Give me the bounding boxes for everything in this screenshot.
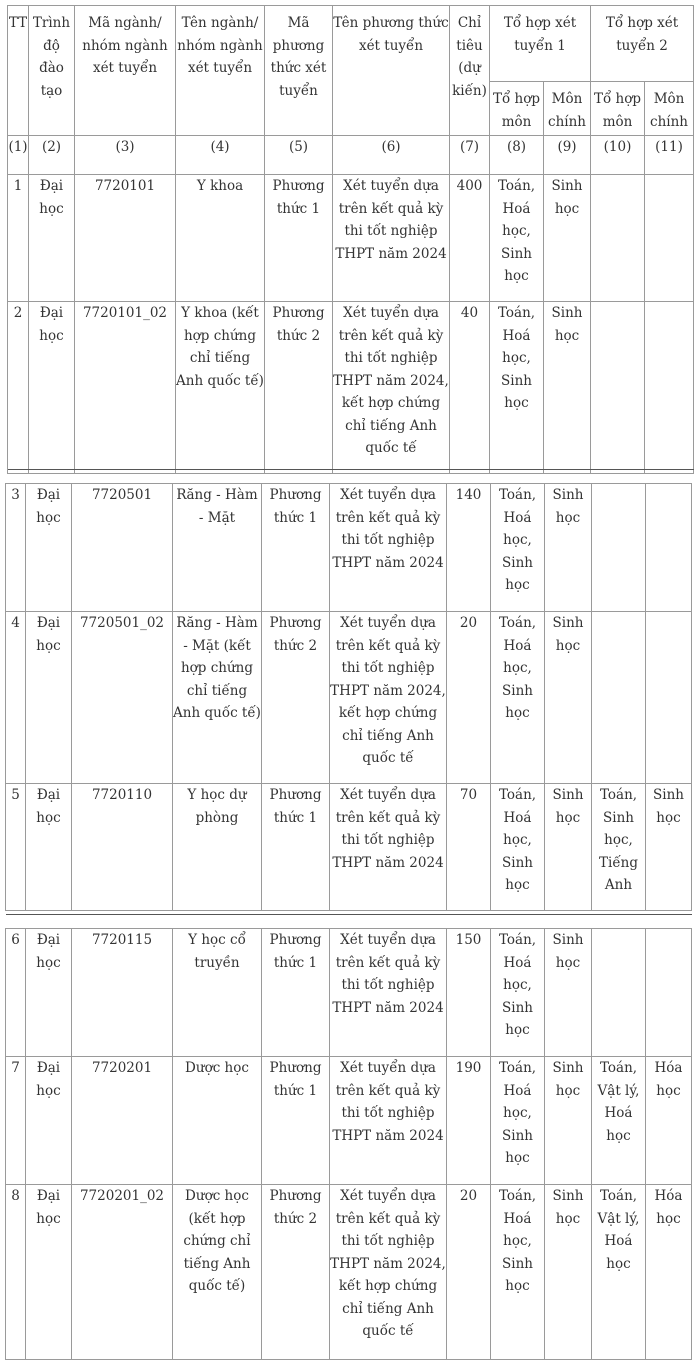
row-level: Đại học — [26, 784, 72, 911]
row-method-code: Phương thức 1 — [262, 929, 330, 1057]
row-method-code: Phương thức 1 — [262, 484, 330, 612]
header-main-subject-1: Môn chính — [544, 82, 591, 136]
header-tt: TT — [8, 6, 29, 136]
row-major-code: 7720501_02 — [72, 612, 173, 784]
admission-table-block-1 — [7, 5, 694, 474]
row-combo-1: Toán, Hoá học, Sinh học — [491, 484, 545, 612]
row-method-name: Xét tuyển dựa trên kết quả kỳ thi tốt nghiệp THPT năm 2024 — [330, 784, 447, 911]
column-number: (2) — [29, 136, 75, 175]
row-combo-1: Toán, Hoá học, Sinh học — [491, 784, 545, 911]
row-method-name: Xét tuyển dựa trên kết quả kỳ thi tốt nghiệp THPT năm 2024 — [333, 175, 450, 302]
row-quota: 150 — [447, 929, 491, 1057]
table-row — [6, 1057, 692, 1185]
row-combo-1: Toán, Hoá học, Sinh học — [490, 302, 544, 474]
table-break-line — [6, 914, 692, 915]
row-method-code: Phương thức 2 — [262, 1185, 330, 1360]
row-method-name: Xét tuyển dựa trên kết quả kỳ thi tốt nghiệp THPT năm 2024, kết hợp chứng chỉ tiếng Anh quốc tế — [330, 612, 447, 784]
row-combo-2 — [591, 302, 645, 474]
row-major-code: 7720101 — [75, 175, 176, 302]
row-combo-1: Toán, Hoá học, Sinh học — [491, 929, 545, 1057]
column-number-row — [8, 136, 694, 175]
header-quota: Chỉ tiêu (dự kiến) — [450, 6, 490, 136]
row-level: Đại học — [26, 612, 72, 784]
admission-table-block-3 — [5, 928, 692, 1360]
table-row — [6, 929, 692, 1057]
row-combo-2 — [592, 484, 646, 612]
row-tt: 6 — [6, 929, 26, 1057]
row-major-code: 7720201 — [72, 1057, 173, 1185]
column-number: (11) — [645, 136, 694, 175]
table-row — [6, 484, 692, 612]
row-level: Đại học — [29, 175, 75, 302]
row-tt: 8 — [6, 1185, 26, 1360]
row-combo-1: Toán, Hoá học, Sinh học — [490, 175, 544, 302]
column-number: (10) — [591, 136, 645, 175]
row-major-name: Y khoa — [176, 175, 265, 302]
row-quota: 20 — [447, 612, 491, 784]
row-combo-2 — [592, 612, 646, 784]
header-combo-1: Tổ hợp xét tuyển 1 — [490, 6, 591, 82]
row-method-code: Phương thức 2 — [262, 612, 330, 784]
row-major-name: Y học cổ truyền — [173, 929, 262, 1057]
table-row — [6, 784, 692, 911]
row-method-code: Phương thức 1 — [265, 175, 333, 302]
row-main-2: Hóa học — [646, 1057, 692, 1185]
header-combo-2: Tổ hợp xét tuyển 2 — [591, 6, 694, 82]
row-major-name: Y khoa (kết hợp chứng chỉ tiếng Anh quốc tế) — [176, 302, 265, 474]
row-method-code: Phương thức 2 — [265, 302, 333, 474]
header-main-subject-2: Môn chính — [645, 82, 694, 136]
row-main-1: Sinh học — [545, 929, 592, 1057]
row-major-name: Dược học (kết hợp chứng chỉ tiếng Anh quốc tế) — [173, 1185, 262, 1360]
row-method-code: Phương thức 1 — [262, 784, 330, 911]
row-main-2 — [646, 612, 692, 784]
header-major-name: Tên ngành/ nhóm ngành xét tuyển — [176, 6, 265, 136]
row-main-1: Sinh học — [544, 175, 591, 302]
column-number: (3) — [75, 136, 176, 175]
row-tt: 4 — [6, 612, 26, 784]
column-number: (6) — [333, 136, 450, 175]
column-number: (4) — [176, 136, 265, 175]
table-row — [6, 1185, 692, 1360]
row-major-code: 7720101_02 — [75, 302, 176, 474]
row-tt: 2 — [8, 302, 29, 474]
column-number: (8) — [490, 136, 544, 175]
row-main-2 — [646, 484, 692, 612]
column-number: (9) — [544, 136, 591, 175]
row-combo-2 — [592, 929, 646, 1057]
column-number: (5) — [265, 136, 333, 175]
admission-table-block-2 — [5, 483, 692, 911]
row-combo-2: Toán, Vật lý, Hoá học — [592, 1057, 646, 1185]
table-break-line — [8, 469, 694, 470]
row-method-name: Xét tuyển dựa trên kết quả kỳ thi tốt nghiệp THPT năm 2024, kết hợp chứng chỉ tiếng Anh quốc tế — [330, 1185, 447, 1360]
row-tt: 7 — [6, 1057, 26, 1185]
header-level: Trình độ đào tạo — [29, 6, 75, 136]
row-method-name: Xét tuyển dựa trên kết quả kỳ thi tốt nghiệp THPT năm 2024 — [330, 1057, 447, 1185]
row-quota: 40 — [450, 302, 490, 474]
row-major-name: Răng - Hàm - Mặt (kết hợp chứng chỉ tiếng Anh quốc tế) — [173, 612, 262, 784]
row-combo-1: Toán, Hoá học, Sinh học — [491, 1057, 545, 1185]
row-tt: 1 — [8, 175, 29, 302]
row-major-name: Răng - Hàm - Mặt — [173, 484, 262, 612]
row-quota: 70 — [447, 784, 491, 911]
row-main-2: Sinh học — [646, 784, 692, 911]
row-quota: 190 — [447, 1057, 491, 1185]
row-combo-2 — [591, 175, 645, 302]
row-main-2 — [645, 302, 694, 474]
row-method-code: Phương thức 1 — [262, 1057, 330, 1185]
row-combo-2: Toán, Sinh học, Tiếng Anh — [592, 784, 646, 911]
header-method-code: Mã phương thức xét tuyển — [265, 6, 333, 136]
row-major-code: 7720201_02 — [72, 1185, 173, 1360]
row-level: Đại học — [26, 1185, 72, 1360]
row-quota: 400 — [450, 175, 490, 302]
header-combo-subjects-2: Tổ hợp môn — [591, 82, 645, 136]
row-major-name: Dược học — [173, 1057, 262, 1185]
column-number: (1) — [8, 136, 29, 175]
row-main-2 — [645, 175, 694, 302]
row-method-name: Xét tuyển dựa trên kết quả kỳ thi tốt nghiệp THPT năm 2024 — [330, 929, 447, 1057]
row-major-code: 7720110 — [72, 784, 173, 911]
row-main-2 — [646, 929, 692, 1057]
row-major-code: 7720501 — [72, 484, 173, 612]
row-level: Đại học — [26, 1057, 72, 1185]
row-main-1: Sinh học — [545, 484, 592, 612]
header-major-code: Mã ngành/ nhóm ngành xét tuyển — [75, 6, 176, 136]
row-main-1: Sinh học — [545, 1185, 592, 1360]
row-level: Đại học — [26, 929, 72, 1057]
row-main-2: Hóa học — [646, 1185, 692, 1360]
column-number: (7) — [450, 136, 490, 175]
row-level: Đại học — [29, 302, 75, 474]
row-main-1: Sinh học — [544, 302, 591, 474]
row-method-name: Xét tuyển dựa trên kết quả kỳ thi tốt nghiệp THPT năm 2024 — [330, 484, 447, 612]
header-combo-subjects-1: Tổ hợp môn — [490, 82, 544, 136]
row-method-name: Xét tuyển dựa trên kết quả kỳ thi tốt nghiệp THPT năm 2024, kết hợp chứng chỉ tiếng Anh quốc tế — [333, 302, 450, 474]
row-main-1: Sinh học — [545, 1057, 592, 1185]
row-quota: 20 — [447, 1185, 491, 1360]
table-row — [8, 175, 694, 302]
row-tt: 5 — [6, 784, 26, 911]
header-method-name: Tên phương thức xét tuyển — [333, 6, 450, 136]
row-tt: 3 — [6, 484, 26, 612]
row-combo-1: Toán, Hoá học, Sinh học — [491, 1185, 545, 1360]
row-major-code: 7720115 — [72, 929, 173, 1057]
table-row — [6, 612, 692, 784]
row-main-1: Sinh học — [545, 784, 592, 911]
row-combo-2: Toán, Vật lý, Hoá học — [592, 1185, 646, 1360]
row-major-name: Y học dự phòng — [173, 784, 262, 911]
row-level: Đại học — [26, 484, 72, 612]
table-row — [8, 302, 694, 474]
row-combo-1: Toán, Hoá học, Sinh học — [491, 612, 545, 784]
row-main-1: Sinh học — [545, 612, 592, 784]
row-quota: 140 — [447, 484, 491, 612]
